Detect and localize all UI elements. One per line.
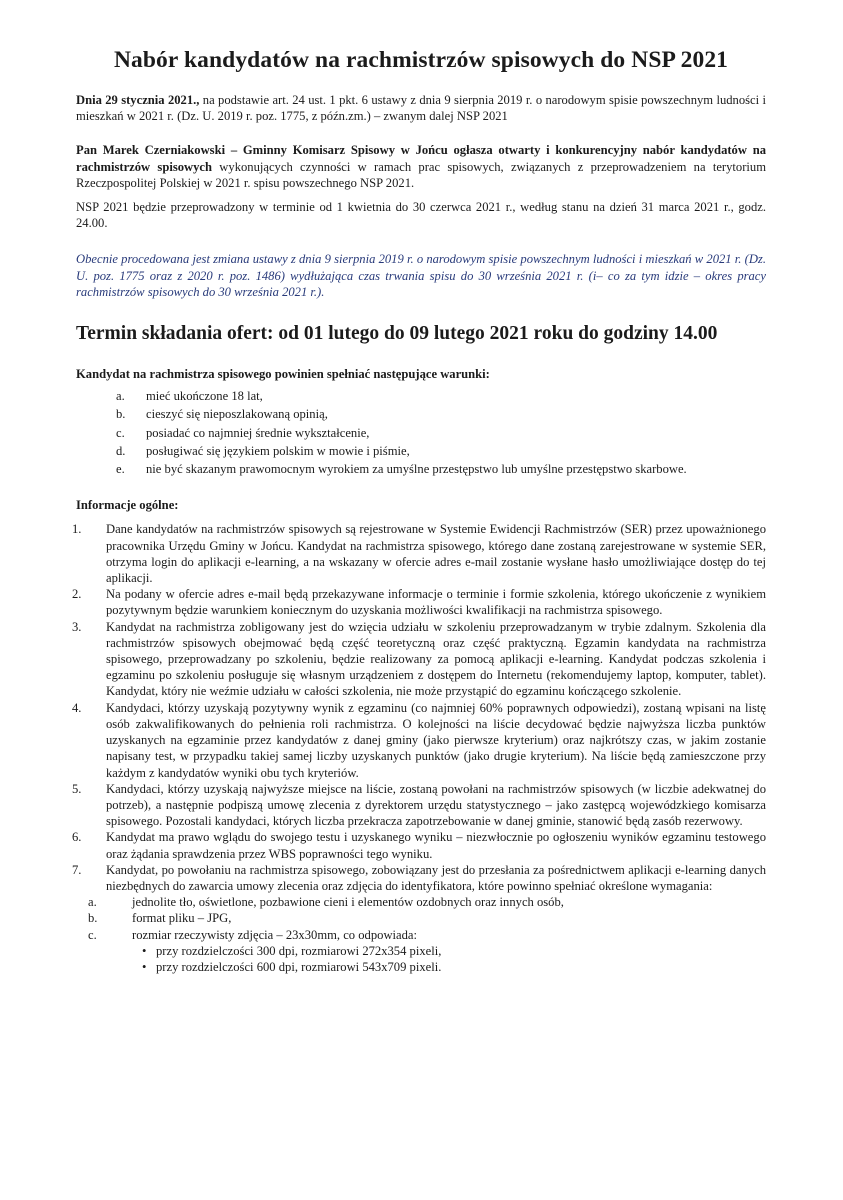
- general-info-heading: Informacje ogólne:: [76, 498, 179, 513]
- info-text: Kandydat na rachmistrza zobligowany jest do wzięcia udziału w szkoleniu przeprowadzanym w trybie zdalnym. Szkolenia dla rachmistrzów spisowych obejmować będą część teoretyczną oraz część praktyczną. Egzamin kandydata na rachmistrza spisowego, przeprowadzany po szkoleniu, będzie realizowany za pomocą aplikacji e-learning. Kandydat podczas szkolenia i egzaminu po szkoleniu posługuje się własnym urządzeniem z dostępem do Internetu (rekomendujemy laptop, komputer, tablet). Kandydat, który nie weźmie udziału w całości szkolenia, nie może przystąpić do egzaminu kończącego szkolenie.: [106, 619, 766, 699]
- condition-text: posiadać co najmniej średnie wykształcenie,: [146, 425, 370, 440]
- condition-text: nie być skazanym prawomocnym wyrokiem za umyślne przestępstwo lub umyślne przestępstwo skarbowe.: [146, 462, 687, 477]
- condition-item: [116, 443, 766, 459]
- condition-text: posługiwać się językiem polskim w mowie i piśmie,: [146, 443, 410, 458]
- conditions-heading: Kandydat na rachmistrza spisowego powinien spełniać następujące warunki:: [76, 367, 490, 382]
- list-marker: 7.: [72, 862, 82, 877]
- list-marker: d.: [116, 443, 126, 458]
- photo-requirement-item: [76, 894, 766, 910]
- condition-item: [116, 406, 766, 422]
- announcement-paragraph: [76, 142, 766, 191]
- document-page: [72, 46, 766, 975]
- condition-item: [116, 425, 766, 441]
- list-marker: b.: [116, 407, 126, 422]
- intro-text: na podstawie art. 24 ust. 1 pkt. 6 ustawy z dnia 9 sierpnia 2019 r. o narodowym spisie powszechnym ludności i mieszkań w 2021 r. (Dz. U. 2019 r. poz. 1775, z późn.zm.) – zwanym dalej NSP 2021: [76, 93, 766, 124]
- info-text: Kandydat ma prawo wglądu do swojego testu i uzyskanego wyniku – niezwłocznie po ogłoszeniu wyników egzaminu testowego oraz żądania sprawdzenia przez WBS poprawności tego wyniku.: [106, 830, 766, 861]
- info-text: Kandydaci, którzy uzyskają pozytywny wynik z egzaminu (co najmniej 60% poprawnych odpowiedzi), zostaną wpisani na listę osób zakwalifikowanych do pełnienia roli rachmistrza. O kolejności na liście decydować będzie najwyższa liczba punktów uzyskanych na egzaminie przez kandydatów z danej gminy (jako pierwsze kryterium) oraz najkrótszy czas, w jakim zostanie napisany test, w przypadku takiej samej liczby uzyskanych punktów (jako drugie kryterium). Na liście będą zamieszczone przy każdym z kandydatów wyniki obu tych kryteriów.: [106, 700, 766, 780]
- list-marker: e.: [116, 462, 125, 477]
- list-marker: a.: [88, 895, 97, 910]
- resolution-item: [142, 959, 766, 975]
- info-item: [72, 781, 766, 830]
- resolution-item: [142, 943, 766, 959]
- photo-requirement-text: rozmiar rzeczywisty zdjęcia – 23x30mm, co odpowiada:: [132, 927, 418, 942]
- census-period: NSP 2021 będzie przeprowadzony w terminie od 1 kwietnia do 30 czerwca 2021 r., według stanu na dzień 31 marca 2021 r., godz. 24.00.: [76, 200, 766, 231]
- info-text: Na podany w ofercie adres e-mail będą przekazywane informacje o terminie i formie szkolenia, którego ukończenie z wynikiem pozytywnym będzie warunkiem koniecznym do uzyskania możliwości kwalifikacji na rachmistrza spisowego.: [106, 587, 766, 618]
- conditions-list: [76, 388, 766, 477]
- list-marker: 1.: [72, 522, 82, 537]
- page-title: Nabór kandydatów na rachmistrzów spisowych do NSP 2021: [113, 47, 729, 73]
- photo-requirements-list: [76, 894, 766, 943]
- photo-requirement-text: format pliku – JPG,: [132, 911, 232, 926]
- list-marker: 2.: [72, 587, 82, 602]
- list-marker: 4.: [72, 700, 82, 715]
- resolution-list: [76, 943, 766, 975]
- info-item: [72, 619, 766, 700]
- resolution-text: przy rozdzielczości 600 dpi, rozmiarowi 543x709 pixeli.: [156, 959, 442, 974]
- list-marker: c.: [88, 927, 97, 942]
- resolution-text: przy rozdzielczości 300 dpi, rozmiarowi 272x354 pixeli,: [156, 943, 442, 958]
- info-item: [72, 586, 766, 618]
- intro-date: Dnia 29 stycznia 2021.,: [76, 93, 200, 107]
- photo-requirement-item: [76, 910, 766, 926]
- info-item: [72, 829, 766, 861]
- amendment-note: Obecnie procedowana jest zmiana ustawy z dnia 9 sierpnia 2019 r. o narodowym spisie powszechnym ludności i mieszkań w 2021 r. (Dz. U. poz. 1775 oraz z 2020 r. poz. 1486) wydłużająca czas trwania spisu do 30 września 2021 r. (i– co za tym idzie – okres pracy rachmistrzów spisowych do 30 września 2021 r.).: [76, 252, 766, 299]
- list-marker: a.: [116, 389, 125, 404]
- deadline-heading: Termin składania ofert: od 01 lutego do 09 lutego 2021 roku do godziny 14.00: [76, 323, 718, 345]
- announcement-bold: Pan Marek Czerniakowski – Gminny Komisarz Spisowy w Jońcu ogłasza otwarty i konkurencyjny nabór kandydatów na rachmistrzów spisowych: [76, 143, 766, 174]
- list-marker: 6.: [72, 830, 82, 845]
- general-info-list: [72, 521, 766, 894]
- condition-item: [116, 461, 766, 477]
- info-text: Kandydaci, którzy uzyskają najwyższe miejsce na liście, zostaną powołani na rachmistrzów spisowych (w liczbie adekwatnej do potrzeb), a następnie podpiszą umowę zlecenia z dyrektorem urzędu statystycznego – jako zastępcą wojewódzkiego komisarza spisowego. Pozostali kandydaci, których liczba przekracza zapotrzebowanie w danej gminie, stanowić będą zasób rezerwowy.: [106, 781, 766, 829]
- info-text: Kandydat, po powołaniu na rachmistrza spisowego, zobowiązany jest do przesłania za pośrednictwem aplikacji e-learning danych niezbędnych do zawarcia umowy zlecenia oraz zdjęcia do identyfikatora, które powinno spełniać określone wymagania:: [106, 862, 766, 893]
- condition-item: [116, 388, 766, 404]
- info-text: Dane kandydatów na rachmistrzów spisowych są rejestrowane w Systemie Ewidencji Rachmistrzów (SER) przez upoważnionego pracownika Urzędu Gminy w Jońcu. Kandydat na rachmistrza spisowego, którego dane zostaną zarejestrowane w systemie SER, otrzyma login do aplikacji e-learning, a na wskazany w ofercie adres e-mail zostanie wysłane hasło umożliwiające dostęp do tej aplikacji.: [106, 522, 766, 586]
- info-item: [72, 700, 766, 781]
- condition-text: mieć ukończone 18 lat,: [146, 389, 263, 404]
- bullet-icon: •: [142, 959, 147, 974]
- info-item: [72, 862, 766, 894]
- list-marker: c.: [116, 425, 125, 440]
- info-item: [72, 521, 766, 586]
- list-marker: b.: [88, 911, 98, 926]
- photo-requirement-item: [76, 927, 766, 943]
- intro-paragraph: [76, 92, 766, 124]
- list-marker: 5.: [72, 781, 82, 796]
- list-marker: 3.: [72, 619, 82, 634]
- photo-requirement-text: jednolite tło, oświetlone, pozbawione cieni i elementów ozdobnych oraz innych osób,: [132, 895, 564, 910]
- bullet-icon: •: [142, 943, 147, 958]
- announcement-text: wykonujących czynności w ramach prac spisowych, związanych z przeprowadzeniem na terytorium Rzeczpospolitej Polskiej w 2021 r. spisu powszechnego NSP 2021.: [76, 159, 766, 190]
- condition-text: cieszyć się nieposzlakowaną opinią,: [146, 407, 328, 422]
